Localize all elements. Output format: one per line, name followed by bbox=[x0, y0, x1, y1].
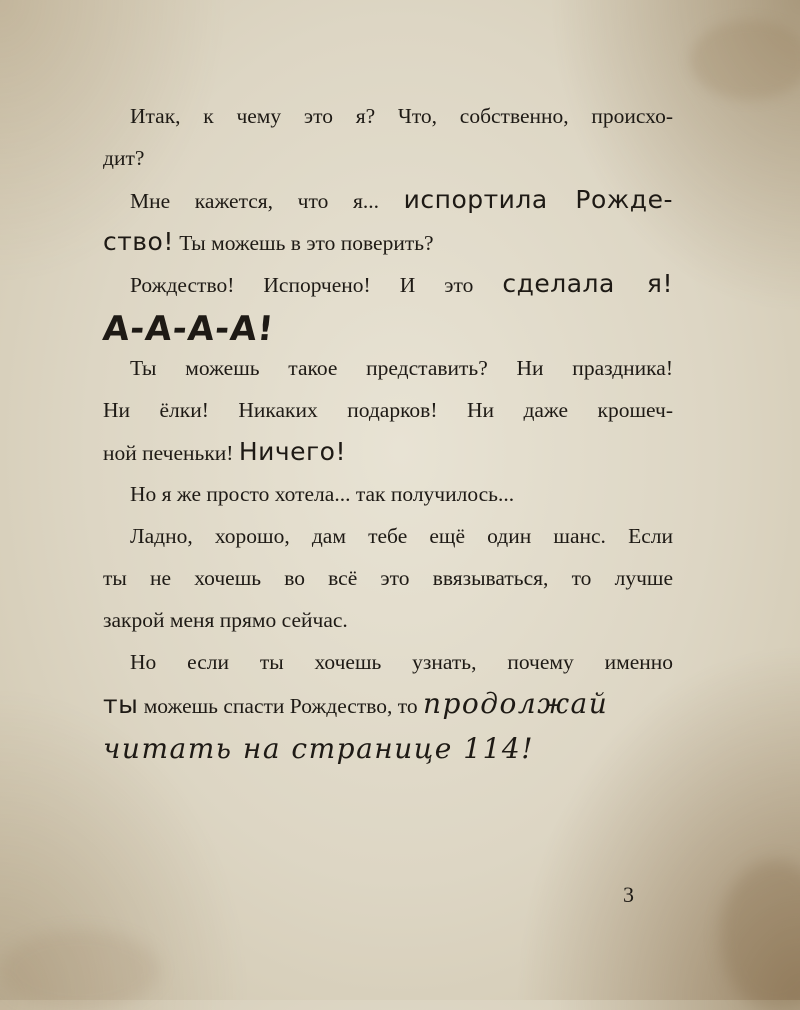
paragraph-1-line-2: дит? bbox=[103, 146, 145, 170]
paragraph-6-line-1: Ладно, хорошо, дам тебе ещё один шанс. Если bbox=[130, 524, 673, 548]
script-text: продолжай bbox=[422, 687, 609, 720]
emphasis-text: Ничего! bbox=[238, 437, 346, 466]
paragraph-6-line-2: ты не хочешь во всё это ввязываться, то лучше bbox=[103, 566, 673, 590]
paragraph-5-line-1: Но я же просто хотела... так получилось... bbox=[130, 482, 515, 506]
script-text: читать на странице 114! bbox=[103, 732, 534, 765]
paper-stain bbox=[0, 930, 160, 1010]
paragraph-4-line-3: ной печеньки! Ничего! bbox=[103, 437, 346, 466]
paragraph-2-line-2: ство! Ты можешь в это поверить? bbox=[103, 227, 434, 256]
paper-stain bbox=[690, 20, 800, 100]
paragraph-3-shout-line bbox=[100, 308, 673, 350]
paragraph-7-line-3 bbox=[103, 729, 673, 769]
paper-stain bbox=[720, 860, 800, 1010]
emphasis-text: ты bbox=[103, 690, 139, 719]
paragraph-2-line-1: Мне кажется, что я... испортила Рожде- bbox=[130, 185, 673, 214]
paragraph-7-line-1: Но если ты хочешь узнать, почему именно bbox=[130, 650, 673, 674]
page-number: 3 bbox=[623, 882, 634, 907]
shout-text: А-А-А-А! bbox=[100, 309, 277, 349]
paragraph-6-line-3: закрой меня прямо сейчас. bbox=[103, 608, 348, 632]
paragraph-4-line-2: Ни ёлки! Никаких подарков! Ни даже крошеч- bbox=[103, 398, 673, 422]
emphasis-text: сделала я! bbox=[502, 269, 673, 298]
emphasis-text: испортила Рожде- bbox=[403, 185, 673, 214]
paragraph-4-line-1: Ты можешь такое представить? Ни праздника! bbox=[130, 356, 673, 380]
paragraph-7-line-2: ты можешь спасти Рождество, то продолжай bbox=[103, 687, 609, 720]
paragraph-3-line-1: Рождество! Испорчено! И это сделала я! bbox=[130, 269, 673, 298]
paragraph-1-line-1: Итак, к чему это я? Что, собственно, происхо- bbox=[130, 104, 673, 128]
emphasis-text: ство! bbox=[103, 227, 174, 256]
